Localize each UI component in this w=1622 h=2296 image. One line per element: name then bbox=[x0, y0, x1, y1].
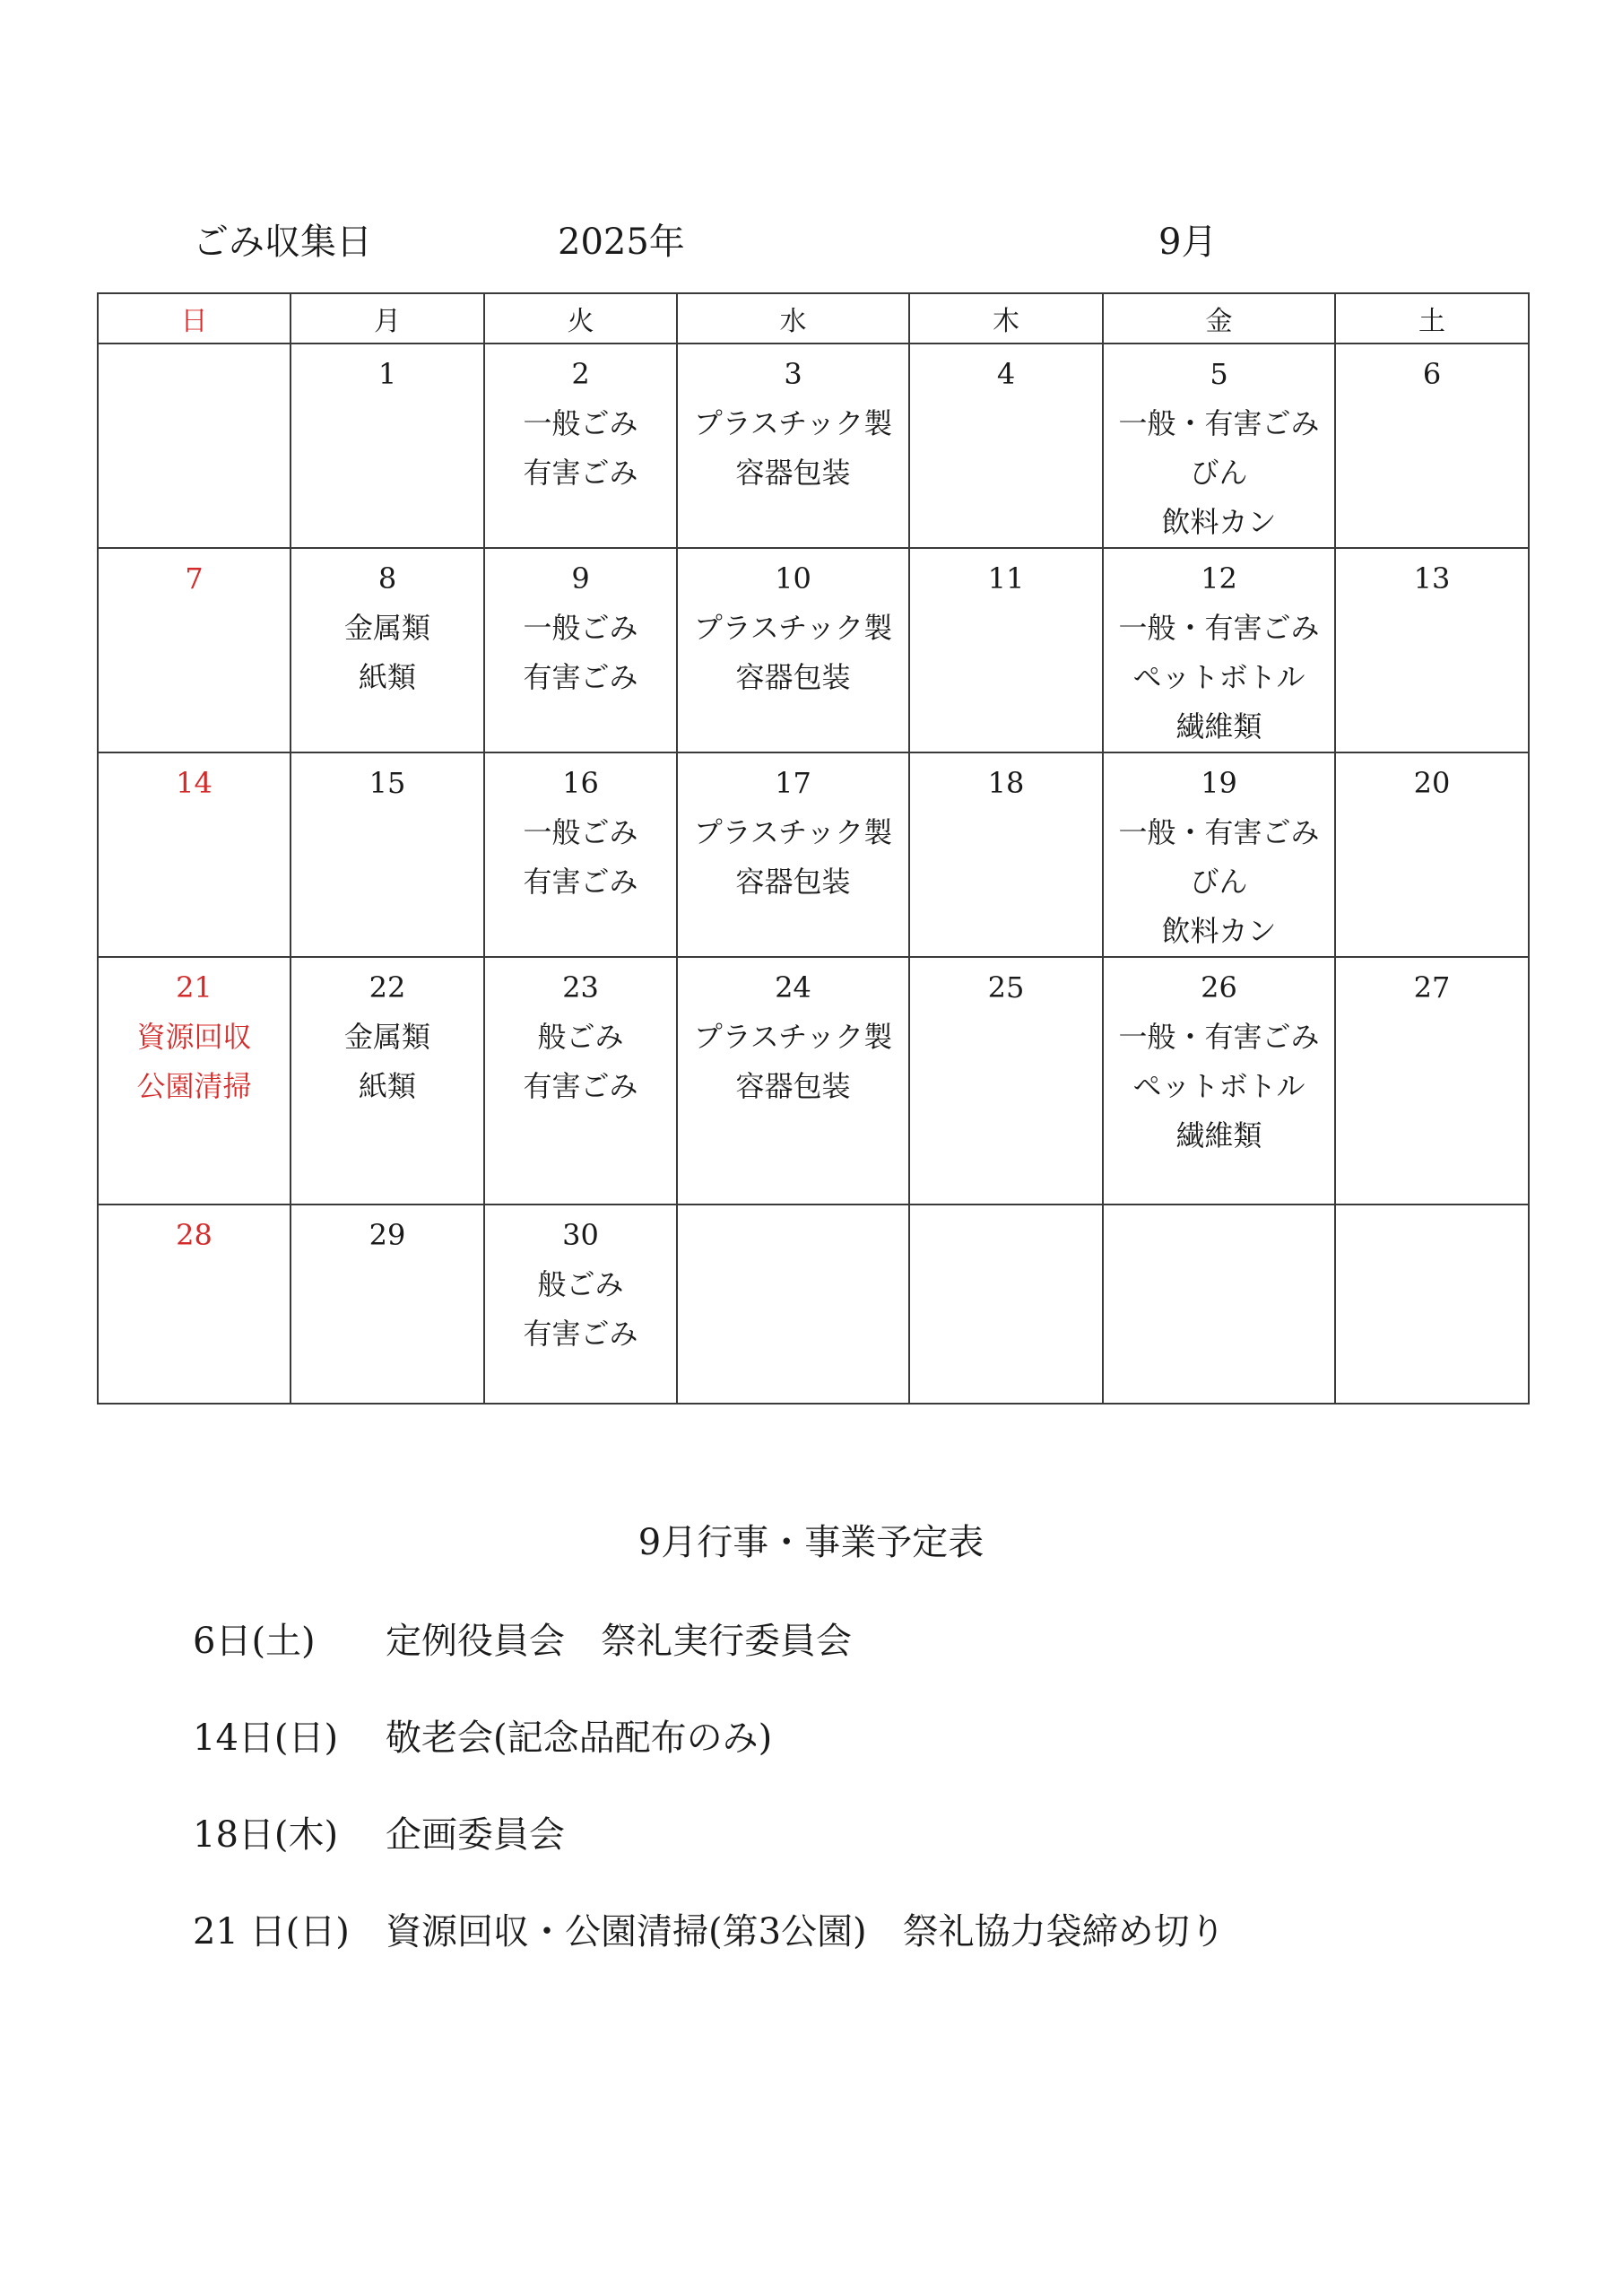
collection-item: 一般ごみ bbox=[523, 406, 638, 440]
calendar-day-cell bbox=[291, 344, 484, 548]
calendar-week-row bbox=[98, 957, 1529, 1205]
collection-item: 資源回収 bbox=[136, 1020, 252, 1054]
calendar-week-row bbox=[98, 1205, 1529, 1404]
page-header bbox=[0, 213, 1622, 267]
event-date: 14日(日) bbox=[193, 1718, 339, 1759]
calendar-day-cell bbox=[909, 548, 1103, 752]
collection-item: 紙類 bbox=[358, 660, 416, 694]
calendar-day-cell bbox=[484, 344, 677, 548]
collection-item: 繊維類 bbox=[1175, 709, 1262, 744]
calendar-day-cell bbox=[909, 344, 1103, 548]
day-number: 10 bbox=[775, 561, 811, 596]
weekday-header-row bbox=[98, 293, 1529, 344]
collection-calendar bbox=[97, 292, 1530, 1405]
collection-item: 有害ごみ bbox=[523, 660, 638, 694]
event-row bbox=[193, 1903, 1226, 1954]
calendar-day-cell bbox=[909, 752, 1103, 957]
calendar-day-cell bbox=[677, 548, 909, 752]
calendar-day-cell bbox=[1335, 752, 1529, 957]
weekday-header: 火 bbox=[484, 293, 677, 344]
calendar-day-cell bbox=[909, 1205, 1103, 1404]
event-row bbox=[193, 1806, 565, 1857]
calendar-day-cell bbox=[677, 1205, 909, 1404]
collection-item: 一般・有害ごみ bbox=[1118, 1020, 1320, 1054]
collection-item: 一般・有害ごみ bbox=[1118, 815, 1320, 849]
calendar-day-cell bbox=[484, 1205, 677, 1404]
calendar-day-cell bbox=[484, 752, 677, 957]
collection-item: 繊維類 bbox=[1175, 1118, 1262, 1152]
month-label: 9月 bbox=[1158, 222, 1218, 263]
collection-item: プラスチック製 bbox=[693, 1020, 893, 1054]
calendar-day-cell bbox=[98, 1205, 291, 1404]
day-number: 25 bbox=[987, 970, 1025, 1004]
collection-item: 般ごみ bbox=[537, 1020, 624, 1054]
calendar-day-cell bbox=[1103, 1205, 1335, 1404]
day-number: 28 bbox=[176, 1218, 213, 1252]
day-number: 16 bbox=[562, 766, 599, 800]
calendar-week-row bbox=[98, 548, 1529, 752]
calendar-day-cell bbox=[98, 957, 291, 1205]
event-row bbox=[193, 1613, 852, 1664]
weekday-header: 土 bbox=[1335, 293, 1529, 344]
calendar-day-cell bbox=[1335, 548, 1529, 752]
day-number: 27 bbox=[1413, 970, 1451, 1004]
day-number: 22 bbox=[369, 970, 406, 1004]
day-number: 7 bbox=[185, 561, 204, 596]
collection-item: 飲料カン bbox=[1161, 914, 1277, 948]
day-number: 15 bbox=[369, 766, 406, 800]
day-number: 21 bbox=[176, 970, 213, 1004]
calendar-day-cell bbox=[677, 344, 909, 548]
calendar-day-cell bbox=[1103, 957, 1335, 1205]
collection-item: 紙類 bbox=[358, 1069, 416, 1103]
day-number bbox=[1336, 1211, 1528, 1260]
calendar-day-cell bbox=[484, 957, 677, 1205]
day-number: 12 bbox=[1201, 561, 1237, 596]
event-text: 企画委員会 bbox=[386, 1814, 565, 1856]
calendar-day-cell bbox=[484, 548, 677, 752]
collection-item: びん bbox=[1190, 865, 1248, 899]
day-number: 24 bbox=[775, 970, 811, 1004]
day-number: 4 bbox=[996, 357, 1016, 391]
collection-item: 容器包装 bbox=[735, 865, 851, 899]
weekday-header: 月 bbox=[291, 293, 484, 344]
calendar-day-cell bbox=[1335, 1205, 1529, 1404]
collection-item: 一般ごみ bbox=[523, 611, 638, 645]
calendar-day-cell bbox=[98, 548, 291, 752]
calendar-week-row bbox=[98, 344, 1529, 548]
collection-item: 一般・有害ごみ bbox=[1118, 611, 1320, 645]
collection-item: 有害ごみ bbox=[523, 1317, 638, 1351]
calendar-day-cell bbox=[98, 344, 291, 548]
collection-item: 公園清掃 bbox=[136, 1069, 252, 1103]
day-number bbox=[910, 1211, 1102, 1260]
calendar-day-cell bbox=[291, 548, 484, 752]
day-number: 23 bbox=[562, 970, 599, 1004]
day-number bbox=[678, 1211, 908, 1260]
collection-item: 容器包装 bbox=[735, 660, 851, 694]
calendar-day-cell bbox=[677, 752, 909, 957]
collection-item: 一般ごみ bbox=[523, 815, 638, 849]
day-number: 29 bbox=[369, 1218, 406, 1252]
calendar-day-cell bbox=[291, 957, 484, 1205]
collection-item: 金属類 bbox=[343, 611, 430, 645]
event-text: 敬老会(記念品配布のみ) bbox=[386, 1718, 773, 1759]
day-number: 20 bbox=[1413, 766, 1451, 800]
day-number: 1 bbox=[377, 357, 397, 391]
day-number: 8 bbox=[377, 561, 397, 596]
calendar-day-cell bbox=[909, 957, 1103, 1205]
event-row bbox=[193, 1709, 772, 1761]
collection-item: 有害ごみ bbox=[523, 456, 638, 490]
event-date: 21 日(日) bbox=[193, 1911, 350, 1952]
page-title: ごみ収集日 bbox=[193, 222, 372, 263]
day-number: 2 bbox=[571, 357, 590, 391]
collection-item: びん bbox=[1190, 456, 1248, 490]
collection-item: プラスチック製 bbox=[693, 406, 893, 440]
weekday-header: 金 bbox=[1103, 293, 1335, 344]
day-number: 14 bbox=[176, 766, 213, 800]
day-number: 5 bbox=[1210, 357, 1228, 391]
day-number: 18 bbox=[987, 766, 1025, 800]
collection-item: 般ごみ bbox=[537, 1267, 624, 1301]
collection-item: プラスチック製 bbox=[693, 611, 893, 645]
day-number: 11 bbox=[987, 561, 1025, 596]
calendar-day-cell bbox=[1335, 344, 1529, 548]
collection-item: ペットボトル bbox=[1132, 660, 1305, 694]
calendar-day-cell bbox=[291, 1205, 484, 1404]
calendar-day-cell bbox=[677, 957, 909, 1205]
weekday-header: 日 bbox=[98, 293, 291, 344]
collection-item: 有害ごみ bbox=[523, 1069, 638, 1103]
day-number: 3 bbox=[784, 357, 802, 391]
day-number: 19 bbox=[1201, 766, 1237, 800]
collection-item: 有害ごみ bbox=[523, 865, 638, 899]
event-date: 6日(土) bbox=[193, 1621, 316, 1662]
calendar-day-cell bbox=[1103, 344, 1335, 548]
collection-item: 容器包装 bbox=[735, 456, 851, 490]
collection-item: 一般・有害ごみ bbox=[1118, 406, 1320, 440]
event-text: 定例役員会 祭礼実行委員会 bbox=[386, 1621, 852, 1662]
event-date: 18日(木) bbox=[193, 1814, 339, 1856]
calendar-day-cell bbox=[98, 752, 291, 957]
calendar-week-row bbox=[98, 752, 1529, 957]
collection-item: 飲料カン bbox=[1161, 505, 1277, 539]
year-label: 2025年 bbox=[558, 222, 685, 263]
day-number bbox=[99, 350, 290, 399]
calendar-day-cell bbox=[291, 752, 484, 957]
event-text: 資源回収・公園清掃(第3公園) 祭礼協力袋締め切り bbox=[386, 1911, 1226, 1952]
day-number: 30 bbox=[562, 1218, 599, 1252]
calendar-day-cell bbox=[1103, 752, 1335, 957]
collection-item: ペットボトル bbox=[1132, 1069, 1305, 1103]
day-number: 13 bbox=[1413, 561, 1451, 596]
weekday-header: 木 bbox=[909, 293, 1103, 344]
weekday-header: 水 bbox=[677, 293, 909, 344]
day-number: 17 bbox=[775, 766, 811, 800]
day-number: 6 bbox=[1422, 357, 1442, 391]
day-number: 26 bbox=[1201, 970, 1237, 1004]
collection-item: 金属類 bbox=[343, 1020, 430, 1054]
day-number bbox=[1104, 1211, 1334, 1260]
calendar-day-cell bbox=[1103, 548, 1335, 752]
collection-item: プラスチック製 bbox=[693, 815, 893, 849]
collection-item: 容器包装 bbox=[735, 1069, 851, 1103]
calendar-day-cell bbox=[1335, 957, 1529, 1205]
day-number: 9 bbox=[571, 561, 590, 596]
events-title: 9月行事・事業予定表 bbox=[638, 1522, 984, 1563]
